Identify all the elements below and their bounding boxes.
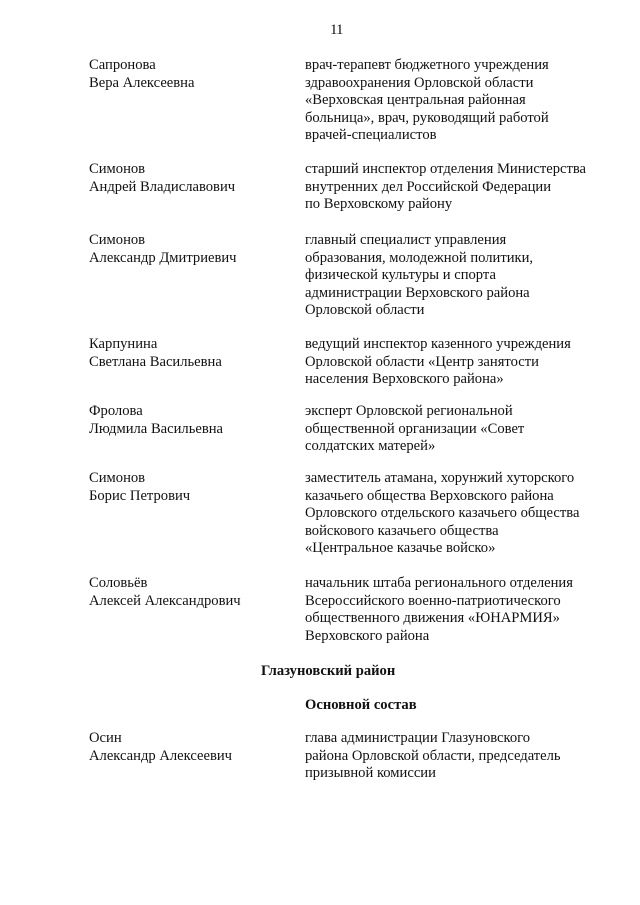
member-surname: Симонов (89, 161, 146, 177)
position-line: населения Верховского района» (305, 371, 504, 388)
position-line: старший инспектор отделения Министерства (305, 161, 587, 177)
position-line: Орловской области (305, 302, 425, 319)
member-given-names: Вера Алексеевна (89, 74, 195, 91)
member-name (89, 403, 299, 438)
member-given-names: Светлана Васильевна (89, 353, 222, 370)
member-position (305, 403, 605, 456)
position-line: врач-терапевт бюджетного учреждения (305, 57, 549, 73)
position-line: внутренних дел Российской Федерации (305, 178, 552, 195)
position-line: главный специалист управления (305, 232, 507, 248)
member-name (89, 232, 299, 267)
position-line: врачей-специалистов (305, 127, 437, 144)
position-line: «Центральное казачье войско» (305, 540, 496, 557)
position-line: призывной комиссии (305, 765, 436, 782)
composition-heading: Основной состав (305, 697, 417, 713)
member-surname: Осин (89, 730, 122, 746)
member-given-names: Андрей Владиславович (89, 178, 236, 195)
position-line: солдатских матерей» (305, 438, 436, 455)
member-given-names: Александр Дмитриевич (89, 249, 237, 266)
member-given-names: Алексей Александрович (89, 592, 241, 609)
position-line: ведущий инспектор казенного учреждения (305, 336, 571, 352)
member-surname: Симонов (89, 470, 146, 486)
position-line: глава администрации Глазуновского (305, 730, 531, 746)
member-position (305, 575, 605, 645)
position-line: по Верховскому району (305, 196, 453, 213)
member-position (305, 232, 605, 320)
position-line: эксперт Орловской региональной (305, 403, 513, 419)
member-surname: Симонов (89, 232, 146, 248)
position-line: физической культуры и спорта (305, 267, 496, 284)
position-line: общественной организации «Совет (305, 420, 525, 437)
position-line: Орловской области «Центр занятости (305, 353, 539, 370)
member-given-names: Борис Петрович (89, 487, 191, 504)
position-line: администрации Верховского района (305, 284, 530, 301)
member-name (89, 161, 299, 196)
page-number: 11 (330, 22, 343, 38)
position-line: здравоохранения Орловской области (305, 74, 534, 91)
member-surname: Карпунина (89, 336, 158, 352)
position-line: больница», врач, руководящий работой (305, 109, 549, 126)
member-name (89, 575, 299, 610)
position-line: войскового казачьего общества (305, 522, 499, 539)
member-given-names: Людмила Васильевна (89, 420, 224, 437)
member-given-names: Александр Алексеевич (89, 747, 233, 764)
member-name (89, 730, 299, 765)
member-position (305, 336, 605, 389)
member-surname: Соловьёв (89, 575, 148, 591)
position-line: Орловского отдельского казачьего общества (305, 505, 580, 522)
position-line: Верховского района (305, 627, 430, 644)
position-line: казачьего общества Верховского района (305, 487, 554, 504)
position-line: района Орловской области, председатель (305, 747, 561, 764)
district-heading: Глазуновский район (261, 663, 396, 679)
position-line: образования, молодежной политики, (305, 249, 534, 266)
position-line: «Верховская центральная районная (305, 92, 526, 109)
member-surname: Сапронова (89, 57, 156, 73)
member-name (89, 57, 299, 92)
member-position (305, 470, 605, 558)
position-line: начальник штаба регионального отделения (305, 575, 573, 591)
member-position (305, 730, 605, 783)
position-line: заместитель атамана, хорунжий хуторского (305, 470, 575, 486)
member-surname: Фролова (89, 403, 143, 419)
member-position (305, 57, 605, 145)
member-name (89, 336, 299, 371)
position-line: Всероссийского военно-патриотического (305, 592, 561, 609)
position-line: общественного движения «ЮНАРМИЯ» (305, 610, 560, 627)
member-name (89, 470, 299, 505)
member-position (305, 161, 605, 214)
